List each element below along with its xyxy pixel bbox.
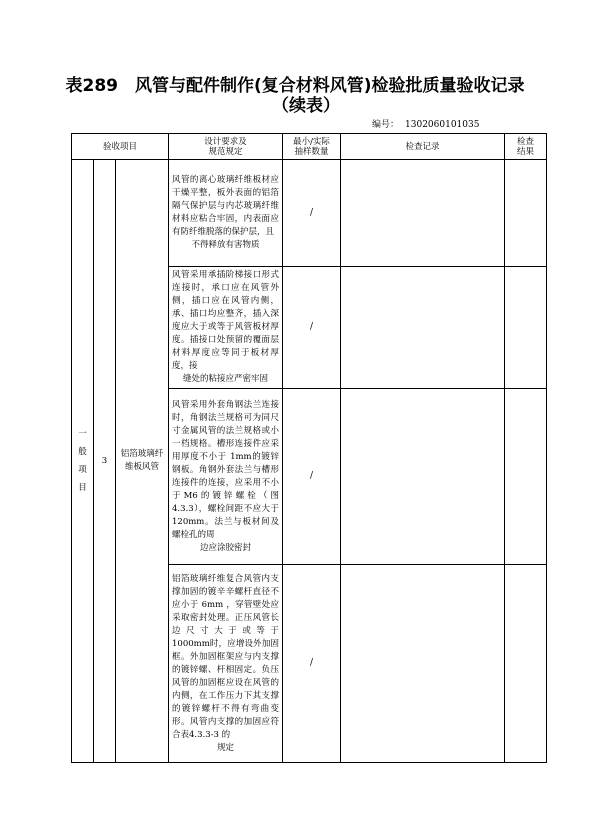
result-cell[interactable] <box>505 389 547 565</box>
requirement-cell <box>169 389 283 565</box>
requirement-text-end: 规定 <box>216 742 234 753</box>
code-label: 编号： <box>372 120 400 130</box>
sampling-cell: / <box>283 160 341 267</box>
result-cell[interactable] <box>505 267 547 389</box>
requirement-cell <box>169 267 283 389</box>
header-item: 验收项目 <box>72 134 169 160</box>
item-name: 铝箔玻璃纤维板风管 <box>116 160 169 763</box>
code-value: 1302060101035 <box>405 120 480 130</box>
record-cell[interactable] <box>341 565 505 763</box>
header-row <box>72 134 547 160</box>
requirement-text-end: 边应涂胶密封 <box>199 542 251 553</box>
category-char: 一 <box>78 429 87 439</box>
table-row <box>72 160 547 267</box>
header-sampling: 最小/实际 抽样数量 <box>283 134 341 160</box>
category-char: 项 <box>78 465 87 475</box>
inspection-table <box>71 133 547 763</box>
record-cell[interactable] <box>341 389 505 565</box>
category-char: 般 <box>78 447 87 457</box>
sampling-cell: / <box>283 565 341 763</box>
category-cell <box>72 160 94 763</box>
requirement-cell <box>169 565 283 763</box>
form-code <box>372 117 479 130</box>
header-result: 检查 结果 <box>505 134 547 160</box>
record-cell[interactable] <box>341 160 505 267</box>
sampling-cell: / <box>283 267 341 389</box>
result-cell[interactable] <box>505 565 547 763</box>
header-record: 检查记录 <box>341 134 505 160</box>
title-line-2: （续表） <box>272 96 340 116</box>
category-char: 目 <box>78 483 87 493</box>
requirement-cell <box>169 160 283 267</box>
requirement-text: 风管的离心玻璃纤维板材应干燥平整，板外表面的铝箔隔气保护层与内芯玻璃纤维材料应粘合牢固，内表面应有防纤维脱落的保护层，且 <box>172 175 279 237</box>
requirement-text: 风管采用外套角钢法兰连接时，角钢法兰规格可为同尺寸金属风管的法兰规格或小一档规格。槽形连接件应采用厚度不小于 1mm的镀锌钢板。角钢外套法兰与槽形连接件的连接，应采用不小于M6的镀锌螺栓（图4.3.3），螺栓间距不应大于 120mm。法兰与板材间及螺栓孔的周 <box>172 399 279 540</box>
item-number: 3 <box>94 160 116 763</box>
requirement-text: 铝箔玻璃纤维复合风管内支撑加固的镀辛辛螺杆直径不应小于 6mm ，穿管壁处应采取密封处理。正压风管长边尺寸大于或等于 1000mm时，应增设外加固框。外加固框架应与内支撑的镀锌螺、杆相固定。负压风管的加固框应设在风管的内侧，在工作压力下其支撑的镀锌螺杆不得有弯曲变形。风管内支撑的加固应符合表4.3.3-3 的 <box>172 573 279 740</box>
record-cell[interactable] <box>341 267 505 389</box>
requirement-text-end: 不得释放有害物质 <box>191 240 260 250</box>
title-line-1: 表289 风管与配件制作(复合材料风管)检验批质量验收记录 <box>65 76 525 96</box>
requirement-text: 风管采用承插阶梯接口形式连接时，承口应在风管外侧，插口应在风管内侧，承、插口均应整齐，插入深度应大于或等于风管板材厚度。插接口处预留的覆面层材料厚度应等同于板材厚度，接 <box>172 270 279 371</box>
result-cell[interactable] <box>505 160 547 267</box>
requirement-text-end: 缝处的粘接应严密牢固 <box>182 374 268 384</box>
header-requirement: 设计要求及 规范规定 <box>169 134 283 160</box>
page-title <box>0 76 590 116</box>
sampling-cell: / <box>283 389 341 565</box>
